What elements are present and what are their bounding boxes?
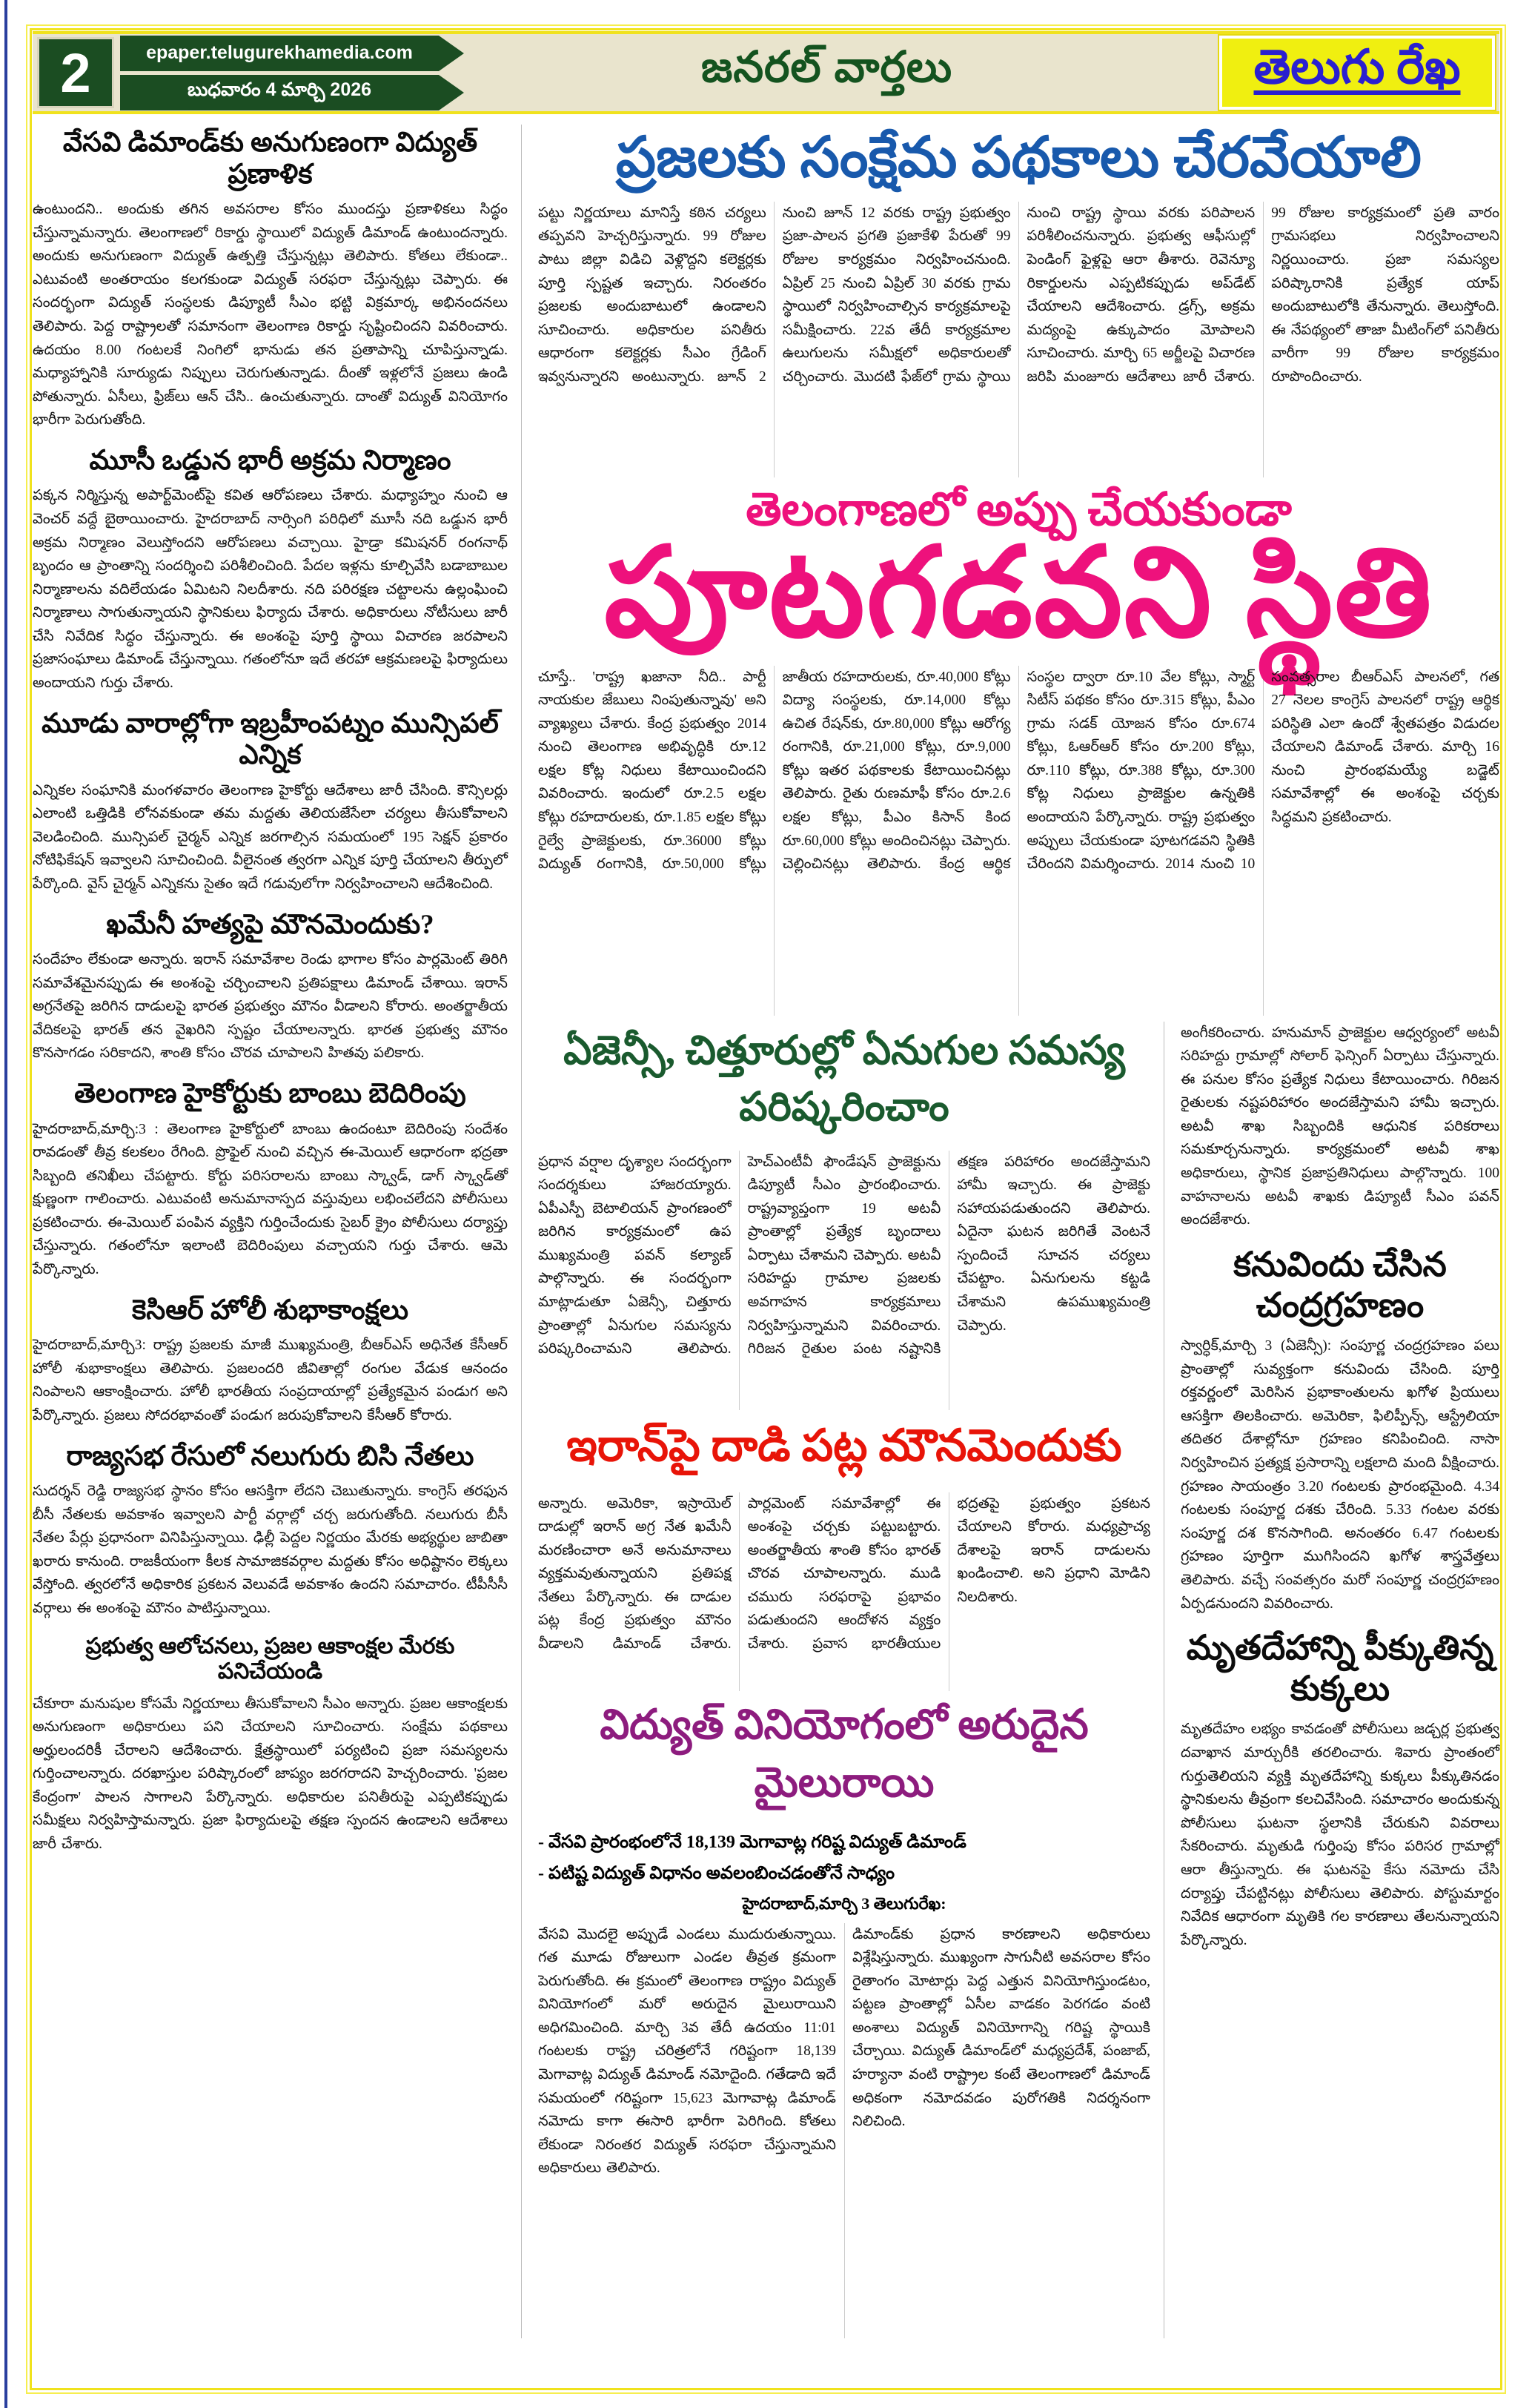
article-iran-attack[interactable] [538,1420,1150,1691]
article-body: ఎన్నికల సంఘానికి మంగళవారం తెలంగాణ హైకోర్టు ఆదేశాలు జారీ చేసింది. కౌన్సిలర్లు ఎలాంటి ఒత్తిడికి లోనవకుండా తమ మద్దతు తెలియజేసేలా చర్యలు తీసుకోవాలని వెలడించింది. మున్సిపల్ చైర్మన్ ఎన్నిక జరగాల్సిన సమయంలో 195 సెక్షన్ ప్రకారం నోటిఫికేషన్ ఇవ్వాలని సూచించింది. వీలైనంత త్వరగా ఎన్నిక పూర్తి చేయాలని తీర్పులో పేర్కొంది. వైస్ చైర్మన్ ఎన్నికను సైతం ఇదే గడువులోగా నిర్వహించాలని ఆదేశించింది. [33,782,508,893]
dogs-headline[interactable]: మృతదేహాన్ని పీక్కుతిన్న కుక్కలు [1186,1629,1494,1708]
article-headline[interactable]: కెసిఆర్ హోలీ శుభాకాంక్షలు [131,1294,409,1326]
article-debt-banner[interactable] [538,485,1499,1016]
banner-kicker: తెలంగాణలో అప్పు చేయకుండా [746,484,1292,535]
banner-block [538,484,1499,663]
article-musi-construction[interactable] [33,446,508,695]
article-headline[interactable]: తెలంగాణ హైకోర్టుకు బాంబు బెదిరింపు [74,1079,466,1110]
power-headline[interactable]: విద్యుత్ వినియోగంలో అరుదైన మైలురాయి [600,1701,1089,1806]
article-body: పక్కన నిర్మిస్తున్న అపార్ట్‌మెంట్‌పై కవిత ఆరోపణలు చేశారు. మధ్యాహ్నం నుంచి ఆ వెంచర్ వద్దే బైఠాయించారు. హైదరాబాద్ నార్సింగి పరిధిలో మూసీ నది ఒడ్డున భారీ అక్రమ నిర్మాణం వెలుస్తోందని ఆరోపణలు వచ్చాయి. హైడ్రా కమిషనర్ రంగనాథ్ బృందం ఆ ప్రాంతాన్ని సందర్శించి పరిశీలించింది. పేదల ఇళ్లను కూల్చివేసి బడాబాబుల నిర్మాణాలను వదిలేయడం ఏమిటని నిలదీశారు. నది పరిరక్షణ చట్టాలను ఉల్లంఘించి నిర్మాణాలు సాగుతున్నాయని స్థానికులు ఫిర్యాదు చేశారు. అధికారులు నోటీసులు జారీ చేసి నివేదిక సిద్ధం చేస్తున్నారు. ఈ అంశంపై పూర్తి స్థాయి విచారణ జరపాలని ప్రజాసంఘాలు డిమాండ్ చేస్తున్నాయి. గతంలోనూ ఇదే తరహా ఆక్రమణలపై ఫిర్యాదులు అందాయని గుర్తు చేశారు. [33,488,508,692]
left-column [33,125,522,2338]
debt-body-columns: చూస్తే.. 'రాష్ట్ర ఖజానా నీది.. పార్టీ నాయకుల జేబులు నింపుతున్నావు' అని వ్యాఖ్యలు చేశారు. కేంద్ర ప్రభుత్వం 2014 నుంచి తెలంగాణ అభివృద్ధికి రూ.12 లక్షల కోట్ల నిధులు కేటాయించిందని వివరించారు. ఇందులో రూ.2.5 లక్షల కోట్లు రహదారులకు, రూ.1.85 లక్షల కోట్లు రైల్వే ప్రాజెక్టులకు, రూ.36000 కోట్లు విద్యుత్ రంగానికి, రూ.50,000 కోట్లు జాతీయ రహదారులకు, రూ.40,000 కోట్లు విద్యా సంస్థలకు, రూ.14,000 కోట్లు ఉచిత రేషన్‌కు, రూ.80,000 కోట్లు ఆరోగ్య రంగానికి, రూ.21,000 కోట్లు, రూ.9,000 కోట్లు ఇతర పథకాలకు కేటాయించినట్లు తెలిపారు. రైతు రుణమాఫీ కోసం రూ.2.6 లక్షల కోట్లు, పీఎం కిసాన్ కింద రూ.60,000 కోట్లు అందించినట్లు చెప్పారు. చెల్లించినట్లు తెలిపారు. కేంద్ర ఆర్థిక సంస్థల ద్వారా రూ.10 వేల కోట్లు, స్మార్ట్ సిటీస్ పథకం కోసం రూ.315 కోట్లు, పీఎం గ్రామ సడక్ యోజన కోసం రూ.674 కోట్లు, ఓఆర్ఆర్ కోసం రూ.200 కోట్లు, రూ.110 కోట్లు, రూ.388 కోట్లు, రూ.300 కోట్ల నిధులు ప్రాజెక్టుల ఉన్నతికి అందాయని పేర్కొన్నారు. రాష్ట్ర ప్రభుత్వం అప్పులు చేయకుండా పూటగడవని స్థితికి చేరిందని విమర్శించారు. 2014 నుంచి 10 సంవత్సరాల బీఆర్ఎస్ పాలనలో, గత 27 నెలల కాంగ్రెస్ పాలనలో రాష్ట్ర ఆర్థిక పరిస్థితి ఎలా ఉందో శ్వేతపత్రం విడుదల చేయాలని డిమాండ్ చేశారు. మార్చి 16 నుంచి ప్రారంభమయ్యే బడ్జెట్ సమావేశాల్లో ఈ అంశంపై చర్చకు సిద్ధమని ప్రకటించారు. [538,669,1499,873]
eclipse-body: స్వార్ధిక్,మార్చి 3 (ఏజెన్సీ): సంపూర్ణ చంద్రగ్రహణం పలు ప్రాంతాల్లో సువ్యక్తంగా కనువిందు చేసింది. పూర్తి రక్తవర్ణంలో మెరిసిన ప్రభాకాంతులను ఖగోళ ప్రియులు ఆసక్తిగా తిలకించారు. అమెరికా, ఫిలిప్పీన్స్, ఆస్ట్రేలియా తదితర దేశాల్లోనూ గ్రహణం కనిపించింది. నాసా నిర్వహించిన ప్రత్యక్ష ప్రసారాన్ని లక్షలాది మంది వీక్షించారు. గ్రహణం సాయంత్రం 3.20 గంటలకు ప్రారంభమైంది. 4.34 గంటలకు సంపూర్ణ దశకు చేరింది. 5.33 గంటల వరకు సంపూర్ణ దశ కొనసాగింది. అనంతరం 6.47 గంటలకు గ్రహణం పూర్తిగా ముగిసిందని ఖగోళ శాస్త్రవేత్తలు తెలిపారు. వచ్చే సంవత్సరం మరో సంపూర్ణ చంద్రగ్రహణం ఏర్పడనుందని వివరించారు. [1181,1338,1499,1612]
power-bullet-2: - పటిష్ట విద్యుత్ విధానం అవలంబించడంతోనే సాధ్యం [538,1863,895,1883]
middle-band [538,1022,1499,2338]
article-rajyasabha-race[interactable] [33,1441,508,1621]
elephants-body-columns: ప్రధాన వర్షాల దృశ్యాల సందర్భంగా సందర్శకులు హాజరయ్యారు. ఏపీఎస్పీ బెటాలియన్ ప్రాంగణంలో జరిగిన కార్యక్రమంలో ఉప ముఖ్యమంత్రి పవన్ కల్యాణ్ పాల్గొన్నారు. ఈ సందర్భంగా మాట్లాడుతూ ఏజెన్సీ, చిత్తూరు ప్రాంతాల్లో ఏనుగుల సమస్యను పరిష్కరించామని తెలిపారు. హెచ్ఎంటీవీ ఫౌండేషన్ ప్రాజెక్టును డిప్యూటీ సీఎం ప్రారంభించారు. రాష్ట్రవ్యాప్తంగా 19 అటవీ ప్రాంతాల్లో ప్రత్యేక బృందాలు ఏర్పాటు చేశామని చెప్పారు. అటవీ సరిహద్దు గ్రామాల ప్రజలకు అవగాహన కార్యక్రమాలు నిర్వహిస్తున్నామని వివరించారు. గిరిజన రైతుల పంట నష్టానికి తక్షణ పరిహారం అందజేస్తామని హామీ ఇచ్చారు. ఈ ప్రాజెక్టు సహాయపడుతుందని తెలిపారు. ఏదైనా ఘటన జరిగితే వెంటనే స్పందించే సూచన చర్యలు చేపట్టాం. ఏనుగులను కట్టడి చేశామని ఉపముఖ్యమంత్రి చెప్పారు. [538,1154,1150,1357]
power-bullet-1: - వేసవి ప్రారంభంలోనే 18,139 మెగావాట్ల గరిష్ట విద్యుత్ డిమాండ్ [538,1832,966,1852]
article-body: సందేహం లేకుండా అన్నారు. ఇరాన్ సమావేశాల రెండు భాగాల కోసం పార్లమెంట్ తిరిగి సమావేశమైనప్పుడు ఈ అంశంపై చర్చించాలని ప్రతిపక్షాలు డిమాండ్ చేశాయి. ఇరాన్ అగ్రనేతపై జరిగిన దాడులపై భారత ప్రభుత్వం మౌనం వీడాలని కోరారు. అంతర్జాతీయ వేదికలపై భారత్ తన వైఖరిని స్పష్టం చేయాలన్నారు. భారత ప్రభుత్వ మౌనం కొనసాగడం సరికాదని, శాంతి కోసం చొరవ చూపాలని హితవు పలికారు. [33,952,508,1062]
article-welfare-schemes[interactable] [538,129,1499,477]
page-number: 2 [37,37,114,108]
article-lunar-eclipse[interactable] [1181,1244,1499,1615]
article-khamenei-silence[interactable] [33,910,508,1065]
far-right-column [1181,1022,1499,2338]
masthead [33,31,1499,114]
article-headline[interactable]: ప్రభుత్వ ఆలోచనలు, ప్రజల ఆకాంక్షల మేరకు పనిచేయండి [85,1633,455,1684]
section-title: జనరల్ వార్తలు [700,43,953,91]
article-headline[interactable]: రాజ్యసభ రేసులో నలుగురు బిసి నేతలు [66,1440,474,1472]
article-body: చేకూరా మనుషుల కోసమే నిర్ణయాలు తీసుకోవాలని సీఎం అన్నారు. ప్రజల ఆకాంక్షలకు అనుగుణంగా అధికారులు పని చేయాలని సూచించారు. సంక్షేమ పథకాలు అర్హులందరికీ చేరాలని ఆదేశించారు. క్షేత్రస్థాయిలో పర్యటించి ప్రజా సమస్యలను గుర్తించాలన్నారు. దరఖాస్తుల పరిష్కారంలో జాప్యం జరగరాదని హెచ్చరించారు. 'ప్రజల కేంద్రంగా' పాలన సాగాలని పేర్కొన్నారు. అధికారుల పనితీరుపై ఎప్పటికప్పుడు సమీక్షలు నిర్వహిస్తామన్నారు. ప్రజా ఫిర్యాదులపై తక్షణ స్పందన ఉండాలని ఆదేశాలు జారీ చేశారు. [33,1696,508,1852]
eclipse-headline[interactable]: కనువిందు చేసిన చంద్రగ్రహణం [1233,1245,1447,1324]
power-body-1: వేసవి మొదలై అప్పుడే ఎండలు ముదురుతున్నాయి. గత మూడు రోజులుగా ఎండల తీవ్రత క్రమంగా పెరుగుతోంది. ఈ క్రమంలో తెలంగాణ రాష్ట్రం విద్యుత్ వినియోగంలో మరో అరుదైన మైలురాయిని అధిగమించింది. మార్చి 3వ తేదీ ఉదయం 11:01 గంటలకు రాష్ట్ర చరిత్రలోనే గరిష్టంగా 18,139 మెగావాట్ల విద్యుత్ డిమాండ్ నమోదైంది. గతేడాది ఇదే సమయంలో గరిష్టంగా 15,623 మెగావాట్ల డిమాండ్ నమోదు కాగా ఈసారి భారీగా పెరిగింది. కోతలు లేకుండా నిరంతర విద్యుత్ సరఫరా చేస్తున్నామని అధికారులు తెలిపారు. [538,1926,836,2177]
date-ribbon: బుధవారం 4 మార్చి 2026 [120,75,439,110]
article-headline[interactable]: ఖమేనీ హత్యపై మౌనమెందుకు? [106,909,434,940]
middle-band-left [538,1022,1164,2338]
article-hc-bomb-threat[interactable] [33,1079,508,1282]
masthead-ribbons [120,34,439,111]
article-body: హైదరాబాద్,మార్చి3: రాష్ట్ర ప్రజలకు మాజీ ముఖ్యమంత్రి, బీఆర్ఎస్ అధినేత కేసీఆర్ హోలీ శుభాకాంక్షలు తెలిపారు. ప్రజలందరి జీవితాల్లో రంగుల వేడుక ఆనందం నింపాలని ఆకాంక్షించారు. హోలీ భారతీయ సంప్రదాయాల్లో ప్రత్యేకమైన పండుగ అని పేర్కొన్నారు. ప్రజలు సోదరభావంతో పండుగ జరుపుకోవాలని కేసీఆర్ కోరారు. [33,1337,508,1423]
article-govt-aspirations[interactable] [33,1634,508,1856]
brand-logo[interactable]: తెలుగు రేఖ [1219,36,1495,110]
article-headline[interactable]: మూసీ ఒడ్డున భారీ అక్రమ నిర్మాణం [89,445,451,476]
article-dogs-corpse[interactable] [1181,1627,1499,1952]
right-region [538,125,1499,2338]
main-headline[interactable]: ప్రజలకు సంక్షేమ పథకాలు చేరవేయాలి [616,127,1422,189]
article-power-plan[interactable] [33,128,508,432]
elephants-headline[interactable]: ఏజెన్సీ, చిత్తూరుల్లో ఏనుగుల సమస్య పరిష్కరించాం [563,1028,1125,1129]
iran-headline[interactable]: ఇరాన్‌పై దాడి పట్ల మౌనమెందుకు [566,1420,1122,1470]
power-bullets [538,1829,1150,1887]
page-edge-line [4,0,7,2408]
site-url-ribbon[interactable]: epaper.telugurekhamedia.com [120,36,439,71]
article-body: సుదర్శన్ రెడ్డి రాజ్యసభ స్థానం కోసం ఆసక్తిగా లేదని చెబుతున్నారు. కాంగ్రెస్ తరఫున బీసీ నేతలకు అవకాశం ఇవ్వాలని పార్టీ వర్గాల్లో చర్చ జరుగుతోంది. నలుగురు బీసీ నేతల పేర్లు ప్రధానంగా వినిపిస్తున్నాయి. ఢిల్లీ పెద్దల నిర్ణయం మేరకు అభ్యర్థుల జాబితా ఖరారు కానుంది. రాజకీయంగా కీలక సామాజికవర్గాల మద్దతు కోసం అధిష్టానం లెక్కలు వేస్తోంది. త్వరలోనే అధికారిక ప్రకటన వెలువడే అవకాశం ఉందని సమాచారం. టీపీసీసీ వర్గాలు ఈ అంశంపై మౌనం పాటిస్తున్నాయి. [33,1484,508,1616]
article-headline[interactable]: వేసవి డిమాండ్‌కు అనుగుణంగా విద్యుత్ ప్రణాళిక [62,128,478,190]
dogs-body: మృతదేహం లభ్యం కావడంతో పోలీసులు జడ్చర్ల ప్రభుత్వ దవాఖాన మార్చురీకి తరలించారు. శివారు ప్రాంతంలో గుర్తుతెలియని వ్యక్తి మృతదేహాన్ని కుక్కలు పీక్కుతినడం స్థానికులను తీవ్రంగా కలచివేసింది. సమాచారం అందుకున్న పోలీసులు ఘటనా స్థలానికి చేరుకుని వివరాలు సేకరించారు. మృతుడి గుర్తింపు కోసం పరిసర గ్రామాల్లో ఆరా తీస్తున్నారు. ఈ ఘటనపై కేసు నమోదు చేసి దర్యాప్తు చేపట్టినట్లు పోలీసులు తెలిపారు. పోస్టుమార్టం నివేదిక ఆధారంగా మృతికి గల కారణాలు తేలనున్నాయని పేర్కొన్నారు. [1181,1721,1499,1948]
banner-main-headline[interactable]: పూటగడవని స్థితి [604,524,1433,663]
main-lead-columns: పట్టు నిర్ణయాలు మానిస్తే కఠిన చర్యలు తప్పవని హెచ్చరిస్తున్నారు. 99 రోజుల పాటు జిల్లా విడిచి వెళ్లొద్దని కలెక్టర్లకు పూర్తి స్పష్టత ఇచ్చారు. నిరంతరం ప్రజలకు అందుబాటులో ఉండాలని సూచించారు. అధికారుల పనితీరు ఆధారంగా కలెక్టర్లకు సీఎం గ్రేడింగ్ ఇవ్వనున్నారని అంటున్నారు. జూన్ 2 నుంచి జూన్ 12 వరకు రాష్ట్ర ప్రభుత్వం ప్రజా-పాలన ప్రగతి ప్రజాకేళి పేరుతో 99 రోజుల కార్యక్రమం నిర్వహించనుంది. ఏప్రిల్ 25 నుంచి ఏప్రిల్ 30 వరకు గ్రామ స్థాయిలో నిర్వహించాల్సిన కార్యక్రమాలపై సమీక్షించారు. 22వ తేదీ కార్యక్రమాల ఉలుగులను సమీక్షలో అధికారులతో చర్చించారు. మొదటి ఫేజ్‌లో గ్రామ స్థాయి నుంచి రాష్ట్ర స్థాయి వరకు పరిపాలన పరిశీలించనున్నారు. ప్రభుత్వ ఆఫీసుల్లో పెండింగ్ ఫైళ్లపై ఆరా తీశారు. రెవెన్యూ రికార్డులను ఎప్పటికప్పుడు అప్‌డేట్ చేయాలని ఆదేశించారు. డ్రగ్స్, అక్రమ మద్యంపై ఉక్కుపాదం మోపాలని సూచించారు. మార్చి 65 అర్జీలపై విచారణ జరిపి మంజూరు ఆదేశాలు జారీ చేశారు. 99 రోజుల కార్యక్రమంలో ప్రతి వారం గ్రామసభలు నిర్వహించాలని నిర్ణయించారు. ప్రజా సమస్యల పరిష్కారానికి ప్రత్యేక యాప్ అందుబాటులోకి తేనున్నారు. తెలుస్తోంది. ఈ నేపథ్యంలో తాజా మీటింగ్‌లో పనితీరు వారీగా 99 రోజుల కార్యక్రమం రూపొందించారు. [538,205,1499,385]
content-grid [33,125,1499,2338]
article-headline[interactable]: మూడు వారాల్లోగా ఇబ్రహీంపట్నం మున్సిపల్ ఎన్నిక [42,708,499,771]
article-elephants[interactable] [538,1028,1150,1410]
power-body-columns [538,1923,1150,2338]
iran-body-columns: అన్నారు. అమెరికా, ఇస్రాయెల్ దాడుల్లో ఇరాన్ అగ్ర నేత ఖమేనీ మరణించారా అనే అనుమానాలు వ్యక్తమవుతున్నాయని ప్రతిపక్ష నేతలు పేర్కొన్నారు. ఈ దాడుల పట్ల కేంద్ర ప్రభుత్వం మౌనం వీడాలని డిమాండ్ చేశారు. పార్లమెంట్ సమావేశాల్లో ఈ అంశంపై చర్చకు పట్టుబట్టారు. అంతర్జాతీయ శాంతి కోసం భారత్ చొరవ చూపాలన్నారు. ముడి చమురు సరఫరాపై ప్రభావం పడుతుందని ఆందోళన వ్యక్తం చేశారు. ప్రవాస భారతీయుల భద్రతపై ప్రభుత్వం ప్రకటన చేయాలని కోరారు. మధ్యప్రాచ్య దేశాలపై ఇరాన్ దాడులను ఖండించాలి. అని ప్రధాని మోడిని నిలదిశారు. [538,1495,1150,1653]
power-dateline: హైదరాబాద్,మార్చి 3 తెలుగురేఖ: [742,1893,946,1913]
article-municipal-election[interactable] [33,709,508,896]
article-power-milestone[interactable] [538,1701,1150,2338]
elephants-side-body: అంగీకరించారు. హనుమాన్ ప్రాజెక్టుల ఆధ్వర్యంలో అటవీ సరిహద్దు గ్రామాల్లో సోలార్ ఫెన్సింగ్ ఏర్పాటు చేస్తున్నారు. ఈ పనుల కోసం ప్రత్యేక నిధులు కేటాయించారు. గిరిజన రైతులకు నష్టపరిహారం అందజేస్తామని హామీ ఇచ్చారు. అటవీ శాఖ సిబ్బందికి ఆధునిక పరికరాలు సమకూర్చనున్నారు. కార్యక్రమంలో అటవీ శాఖ అధికారులు, స్థానిక ప్రజాప్రతినిధులు పాల్గొన్నారు. 100 వాహనాలను అటవీ శాఖకు డిప్యూటీ సీఎం పవన్ అందజేశారు. [1181,1025,1499,1228]
article-body: హైదరాబాద్,మార్చి:3 : తెలంగాణ హైకోర్టులో బాంబు ఉందంటూ బెదిరింపు సందేశం రావడంతో తీవ్ర కలకలం రేగింది. ప్రొఫైల్ నుంచి వచ్చిన ఈ-మెయిల్ ఆధారంగా భద్రతా సిబ్బంది తనిఖీలు చేపట్టారు. కోర్టు పరిసరాలను బాంబు స్క్వాడ్, డాగ్ స్క్వాడ్‌తో క్షుణ్ణంగా గాలించారు. ఎటువంటి అనుమానాస్పద వస్తువులు లభించలేదని పోలీసులు ప్రకటించారు. ఈ-మెయిల్ పంపిన వ్యక్తిని గుర్తించేందుకు సైబర్ క్రైం పోలీసులు దర్యాప్తు చేస్తున్నారు. గతంలోనూ ఇలాంటి బెదిరింపులు వచ్చాయని గుర్తు చేశారు. ఆమె పేర్కొన్నారు. [33,1121,508,1278]
article-kcr-holi[interactable] [33,1295,508,1428]
article-body: ఉంటుందని.. అందుకు తగిన అవసరాల కోసం ముందస్తు ప్రణాళికలు సిద్ధం చేస్తున్నామన్నారు. తెలంగాణలో రికార్డు స్థాయిలో విద్యుత్ డిమాండ్ ఉంటుందన్నారు. అందుకు అనుగుణంగా విద్యుత్ ఉత్పత్తి చేస్తున్నట్లు తెలిపారు. కోతలు లేకుండా.. ఎటువంటి అంతరాయం కలగకుండా విద్యుత్ సరఫరా చేస్తున్నట్లు చెప్పారు. ఈ సందర్భంగా విద్యుత్ సంస్థలకు డిప్యూటీ సీఎం భట్టి విక్రమార్క అభినందనలు తెలిపారు. పెద్ద రాష్ట్రాలతో సమానంగా తెలంగాణ రికార్డు సృష్టించిందని వివరించారు. ఉదయం 8.00 గంటలకే నింగిలో భానుడు తన ప్రతాపాన్ని చూపిస్తున్నాడు. మధ్యాహ్నానికి సూర్యుడు నిప్పులు చెరుగుతున్నాడు. దీంతో ఇళ్లలోనే ప్రజలు ఉండి పోతున్నారు. ఏసీలు, ఫ్రిజ్‌లు ఆన్ చేసి.. ఉంచుతున్నారు. దాంతో విద్యుత్ వినియోగం భారీగా పెరుగుతోంది. [33,202,508,429]
power-body-2: డిమాండ్‌కు ప్రధాన కారణాలని అధికారులు విశ్లేషిస్తున్నారు. ముఖ్యంగా సాగునీటి అవసరాల కోసం రైతాంగం మోటార్లు పెద్ద ఎత్తున వినియోగిస్తుండటం, పట్టణ ప్రాంతాల్లో ఏసీల వాడకం పెరగడం వంటి అంశాలు విద్యుత్ వినియోగాన్ని గరిష్ట స్థాయికి చేర్చాయి. విద్యుత్ డిమాండ్‌లో మధ్యప్రదేశ్, పంజాబ్, హర్యానా వంటి రాష్ట్రాల కంటే తెలంగాణలో డిమాండ్ అధికంగా నమోదవడం పురోగతికి నిదర్శనంగా నిలిచింది. [852,1926,1150,2130]
